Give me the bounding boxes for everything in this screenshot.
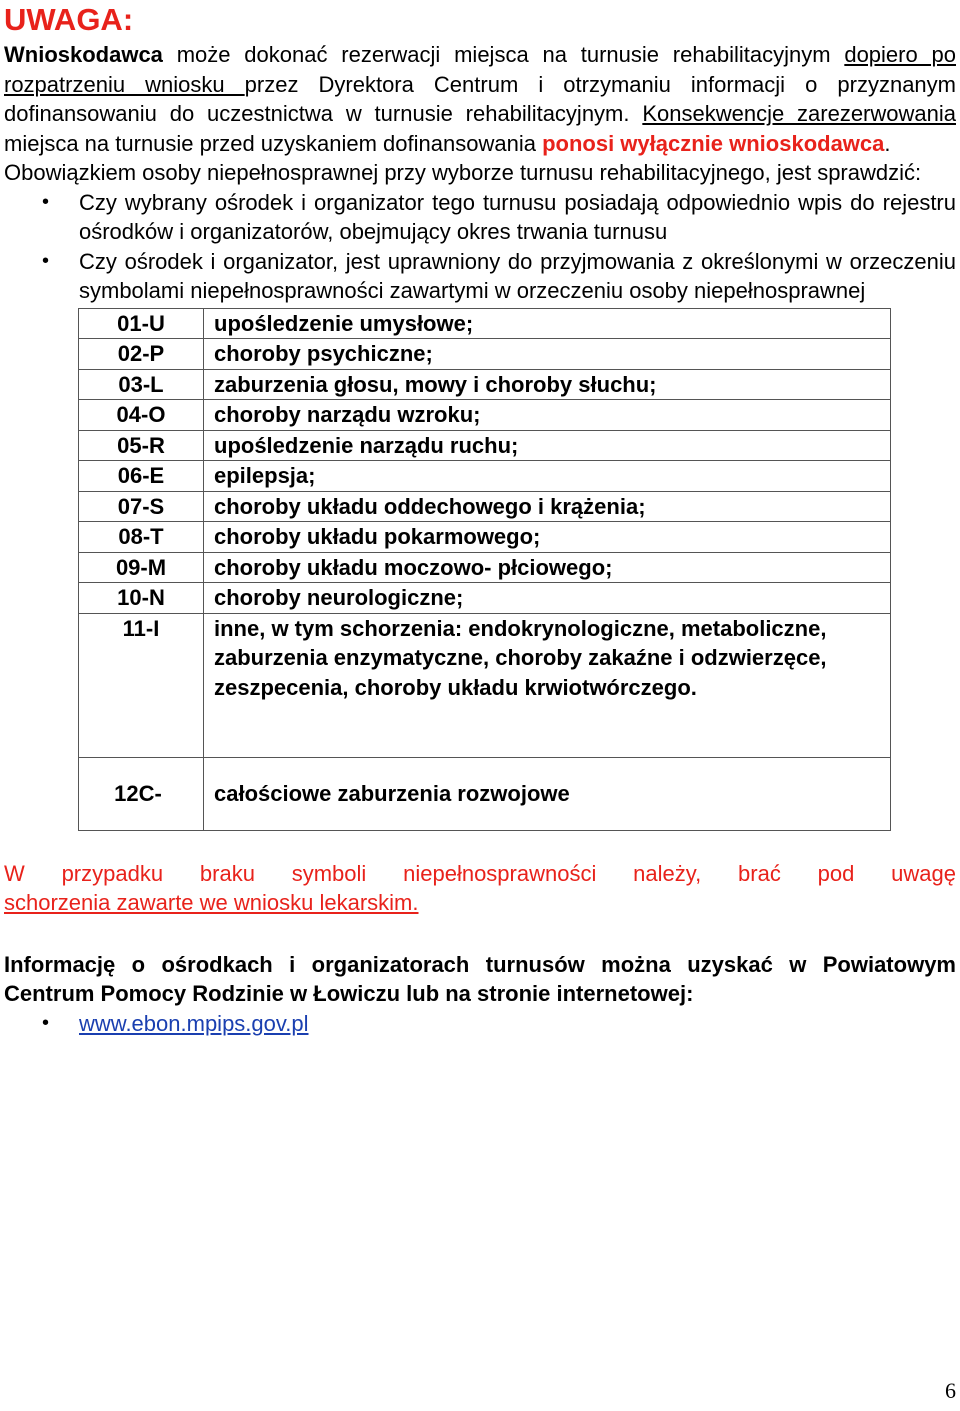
description-cell: zaburzenia głosu, mowy i choroby słuchu; <box>204 369 891 400</box>
warning-heading: UWAGA: <box>4 2 134 37</box>
code-cell: 10-N <box>79 583 204 614</box>
table-row <box>79 522 891 553</box>
table-row <box>79 757 891 830</box>
table-row <box>79 400 891 431</box>
description-cell: upośledzenie narządu ruchu; <box>204 430 891 461</box>
table-row <box>79 613 891 757</box>
info-paragraph: Informację o ośrodkach i organizatorach turnusów można uzyskać w Powiatowym Centrum Pomocy Rodzinie w Łowiczu lub na stronie internetowej: <box>4 951 956 1006</box>
page-number: 6 <box>945 1377 956 1403</box>
check-item-text: Czy ośrodek i organizator, jest uprawniony do przyjmowania z określonymi w orzeczeniu symbolami niepełnosprawności zawartymi w orzeczeniu osoby niepełnosprawnej <box>79 248 956 303</box>
ebon-website-link[interactable]: www.ebon.mpips.gov.pl <box>79 1010 309 1036</box>
code-cell: 02-P <box>79 339 204 370</box>
table-row <box>79 308 891 339</box>
consequences-underlined: Konsekwencje zarezerwowania <box>642 101 956 126</box>
para1-end: . <box>884 130 891 156</box>
description-cell: upośledzenie umysłowe; <box>204 308 891 339</box>
description-cell: całościowe zaburzenia rozwojowe <box>204 757 891 830</box>
disability-codes-table <box>78 308 891 831</box>
check-item-registry <box>4 188 956 247</box>
bullet-icon: • <box>42 249 50 272</box>
duty-paragraph: Obowiązkiem osoby niepełnosprawnej przy wyborze turnusu rehabilitacyjnego, jest sprawdzić: <box>4 160 922 185</box>
description-cell: choroby neurologiczne; <box>204 583 891 614</box>
description-cell: choroby układu pokarmowego; <box>204 522 891 553</box>
table-row <box>79 491 891 522</box>
applicant-term: Wnioskodawca <box>4 42 163 67</box>
table-row <box>79 339 891 370</box>
link-item <box>4 1009 956 1039</box>
applicant-responsibility: ponosi wyłącznie wnioskodawca <box>542 130 885 156</box>
table-row <box>79 430 891 461</box>
bullet-icon: • <box>42 190 50 213</box>
missing-symbols-note: W przypadku braku symboli niepełnosprawności należy, brać pod uwagę <box>4 860 956 886</box>
after-review-underlined: dopiero po rozpatrzeniu wniosku <box>4 42 956 97</box>
code-cell: 03-L <box>79 369 204 400</box>
table-row <box>79 369 891 400</box>
code-cell: 09-M <box>79 552 204 583</box>
table-row <box>79 461 891 492</box>
code-cell: 05-R <box>79 430 204 461</box>
check-list <box>4 188 956 306</box>
document-page <box>4 0 956 1038</box>
description-cell: choroby układu moczowo- płciowego; <box>204 552 891 583</box>
code-cell: 12C- <box>79 757 204 830</box>
description-cell: inne, w tym schorzenia: endokrynologiczne, metaboliczne, zaburzenia enzymatyczne, choroby zakaźne i odzwierzęce, zeszpecenia, choroby układu krwiotwórczego. <box>204 613 891 757</box>
code-cell: 11-I <box>79 613 204 757</box>
check-item-authorization <box>4 247 956 306</box>
code-cell: 08-T <box>79 522 204 553</box>
reservation-paragraph <box>4 40 956 158</box>
table-row <box>79 552 891 583</box>
table-row <box>79 583 891 614</box>
missing-symbols-note-line2 <box>4 888 956 918</box>
description-cell: epilepsja; <box>204 461 891 492</box>
description-cell: choroby psychiczne; <box>204 339 891 370</box>
para1-text-c: miejsca na turnusie przed uzyskaniem dofinansowania <box>4 130 543 156</box>
check-item-text: Czy wybrany ośrodek i organizator tego turnusu posiadają odpowiednio wpis do rejestru ośrodków i organizatorów, obejmujący okres trwania turnusu <box>79 189 956 244</box>
link-list <box>4 1009 956 1039</box>
code-cell: 04-O <box>79 400 204 431</box>
code-cell: 06-E <box>79 461 204 492</box>
para1-text-b: przez Dyrektora Centrum i otrzymaniu informacji o przyznanym dofinansowaniu do uczestnictwa w turnusie rehabilitacyjnym. <box>4 71 956 126</box>
para1-text-a: może dokonać rezerwacji miejsca na turnusie rehabilitacyjnym <box>162 42 845 67</box>
description-cell: choroby układu oddechowego i krążenia; <box>204 491 891 522</box>
code-cell: 07-S <box>79 491 204 522</box>
code-cell: 01-U <box>79 308 204 339</box>
description-cell: choroby narządu wzroku; <box>204 400 891 431</box>
medical-application-underlined: schorzenia zawarte we wniosku lekarskim. <box>4 890 419 915</box>
bullet-icon: • <box>42 1011 50 1034</box>
